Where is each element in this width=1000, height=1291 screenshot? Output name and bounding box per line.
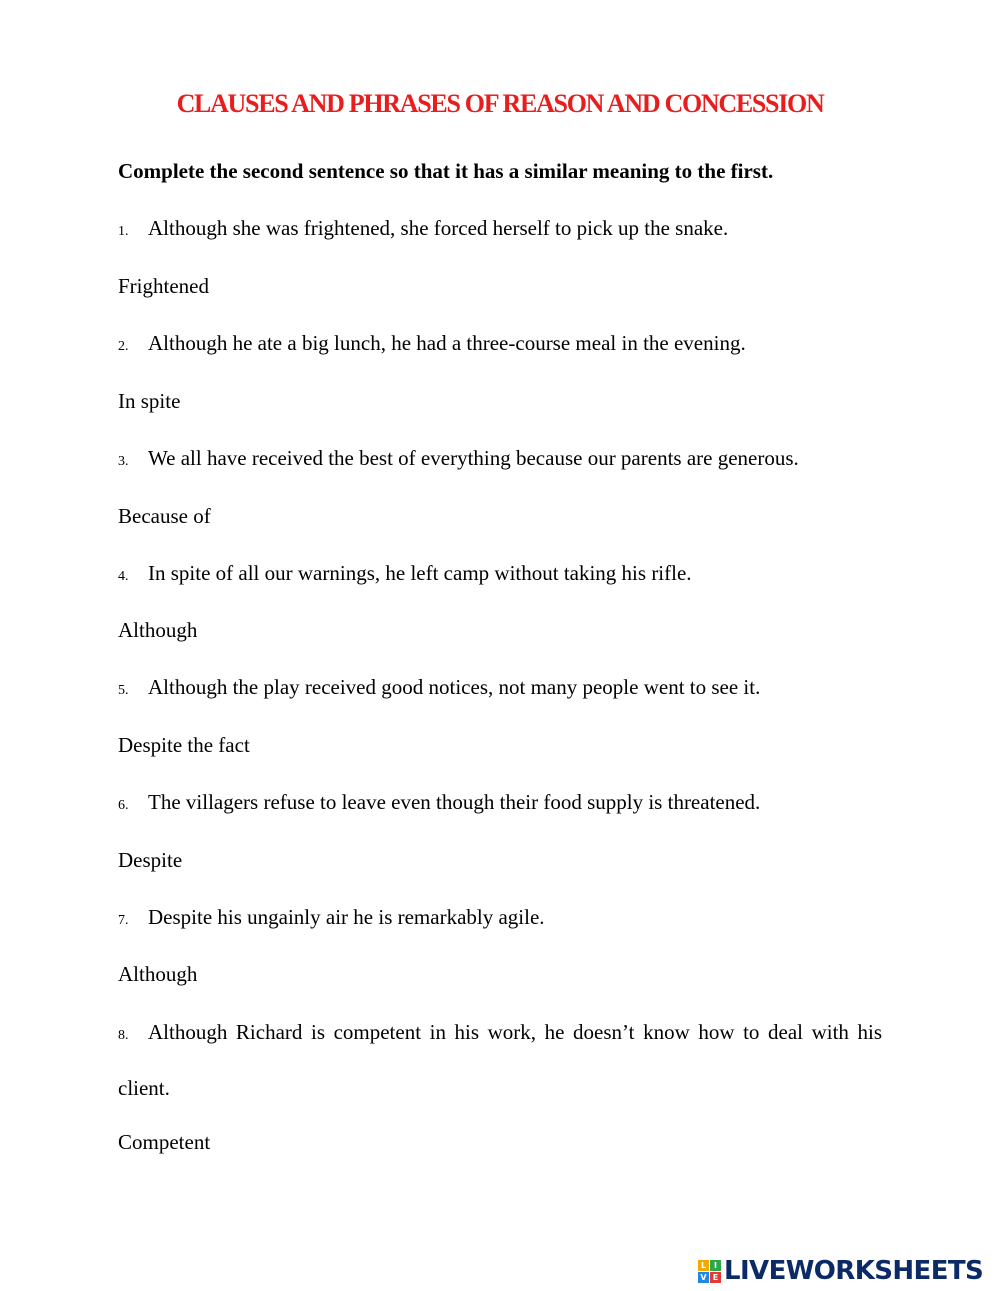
logo-mark-letter: V — [698, 1272, 709, 1283]
question-number: 8. — [118, 1028, 129, 1043]
logo-mark-icon — [698, 1260, 721, 1283]
question-sentence: Although Richard is competent in his work, he doesn’t know how to deal with his client. — [118, 1020, 882, 1100]
logo-mark-letter: E — [710, 1272, 721, 1283]
question-item — [118, 902, 545, 936]
question-item — [118, 213, 728, 247]
answer-prompt[interactable]: In spite — [118, 389, 181, 413]
question-sentence: We all have received the best of everything because our parents are generous. — [148, 446, 799, 470]
question-sentence: In spite of all our warnings, he left camp without taking his rifle. — [148, 561, 692, 585]
question-sentence: Although he ate a big lunch, he had a three-course meal in the evening. — [148, 331, 746, 355]
question-item — [118, 1006, 882, 1114]
answer-prompt[interactable]: Because of — [118, 504, 211, 528]
liveworksheets-logo — [698, 1254, 983, 1288]
question-number: 7. — [118, 913, 129, 928]
question-number: 3. — [118, 454, 129, 469]
logo-text: LIVEWORKSHEETS — [724, 1256, 984, 1286]
question-number: 6. — [118, 798, 129, 813]
question-number: 2. — [118, 339, 129, 354]
question-item — [118, 672, 760, 706]
logo-mark-letter: L — [698, 1260, 709, 1271]
answer-prompt[interactable]: Despite the fact — [118, 733, 250, 757]
answer-prompt[interactable]: Although — [118, 962, 198, 986]
answer-prompt[interactable]: Competent — [118, 1130, 211, 1154]
answer-prompt[interactable]: Despite — [118, 848, 183, 872]
answer-prompt[interactable]: Frightened — [118, 274, 209, 298]
question-item — [118, 443, 799, 477]
question-item — [118, 558, 692, 592]
answer-prompt[interactable]: Although — [118, 618, 198, 642]
question-sentence: Although the play received good notices, not many people went to see it. — [148, 675, 761, 699]
question-sentence: The villagers refuse to leave even though their food supply is threatened. — [148, 790, 761, 814]
logo-mark-letter: I — [710, 1260, 721, 1271]
question-number: 5. — [118, 683, 129, 698]
instruction-text: Complete the second sentence so that it has a similar meaning to the first. — [118, 159, 774, 183]
question-item — [118, 328, 746, 362]
question-number: 4. — [118, 569, 129, 584]
question-sentence: Despite his ungainly air he is remarkably agile. — [148, 905, 545, 929]
question-sentence: Although she was frightened, she forced herself to pick up the snake. — [148, 216, 729, 240]
question-number: 1. — [118, 224, 129, 239]
worksheet-title: CLAUSES AND PHRASES OF REASON AND CONCESSION — [176, 89, 824, 118]
question-item — [118, 787, 760, 821]
